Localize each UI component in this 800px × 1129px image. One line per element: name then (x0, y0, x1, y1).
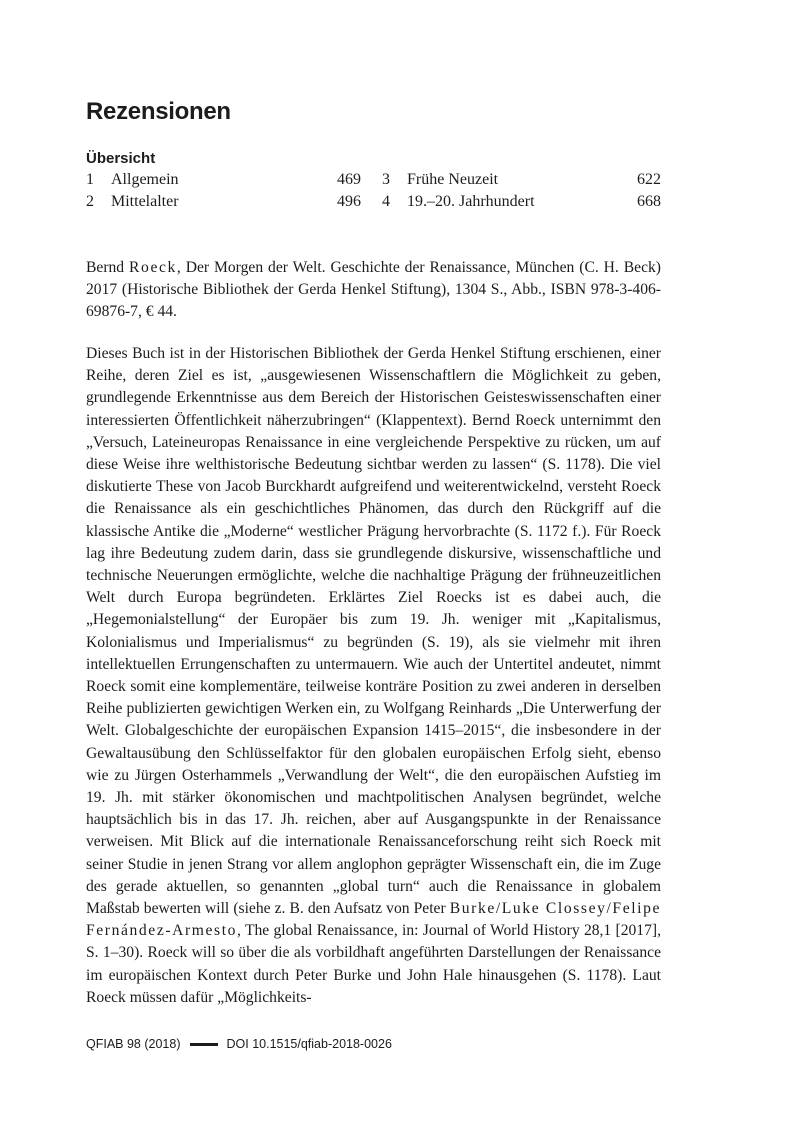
overview-title: Übersicht (86, 150, 156, 167)
overview-row (86, 193, 661, 215)
footer-rule (190, 1043, 218, 1046)
footer-doi: DOI 10.1515/qfiab-2018-0026 (226, 1037, 392, 1051)
footer-journal: QFIAB 98 (2018) (86, 1037, 181, 1051)
review-body-part2: , The global Renaissance, in: Journal of World History 28,1 [2017], S. 1–30). Roeck will so über die als vorbildhaft angeführten Darstellungen der Renaissance im europäischen Kontext durch Peter Burke und John Hale hinausgehen (S. 1178). Laut Roeck müssen dafür „Möglichkeits- (86, 922, 661, 1006)
overview-entry-number: 2 (86, 193, 94, 210)
overview-entry-page: 668 (637, 193, 661, 210)
overview-entry-label: 19.–20. Jahrhundert (407, 193, 535, 210)
overview-table (86, 171, 661, 215)
page-footer (86, 1037, 392, 1051)
review-citation-details: , Der Morgen der Welt. Geschichte der Renaissance, München (C. H. Beck) 2017 (Historische Bibliothek der Gerda Henkel Stiftung), 1304 S., Abb., ISBN 978-3-406-69876-7, € 44. (86, 259, 661, 321)
overview-entry (86, 171, 361, 193)
overview-entry-number: 3 (382, 171, 390, 188)
overview-entry-label: Allgemein (111, 171, 179, 188)
overview-entry (382, 171, 661, 193)
review-author-first: Bernd (86, 259, 130, 276)
overview-entry-label: Mittelalter (111, 193, 179, 210)
overview-entry-page: 622 (637, 171, 661, 188)
review-author-last: Roeck (129, 259, 177, 276)
overview-entry (86, 193, 361, 215)
overview-entry-label: Frühe Neuzeit (407, 171, 499, 188)
section-title: Rezensionen (86, 98, 231, 125)
review-cited-authors: Burke/Luke Clossey/Felipe Fernández-Armesto (86, 900, 661, 940)
overview-row (86, 171, 661, 193)
review-body (86, 343, 661, 1009)
overview-entry-number: 4 (382, 193, 390, 210)
overview-entry (382, 193, 661, 215)
overview-entry-number: 1 (86, 171, 94, 188)
overview-entry-page: 469 (337, 171, 361, 188)
overview-entry-page: 496 (337, 193, 361, 210)
review-citation (86, 257, 661, 324)
review-body-part1: Dieses Buch ist in der Historischen Bibliothek der Gerda Henkel Stiftung erschienen, einer Reihe, deren Ziel es ist, „ausgewiesenen Wissenschaftlern die Möglichkeit zu geben, grundlegende Erkenntnisse aus dem Bereich der Historischen Geisteswissenschaften einer interessierten Öffentlichkeit näherzubringen“ (Klappentext). Bernd Roeck unternimmt den „Versuch, Lateineuropas Renaissance in eine vergleichende Perspektive zu rücken, um auf diese Weise ihre welthistorische Bedeutung sichtbar werden zu lassen“ (S. 1178). Die viel diskutierte These von Jacob Burckhardt aufgreifend und weiterentwickelnd, versteht Roeck die Renaissance als ein geschichtliches Phänomen, das durch den Rückgriff auf die klassische Antike die „Moderne“ westlicher Prägung hervorbrachte (S. 1172 f.). Für Roeck lag ihre Bedeutung zudem darin, dass sie grundlegende diskursive, wissenschaftliche und technische Neuerungen ermöglichte, welche die nachhaltige Prägung der frühneuzeitlichen Welt durch Europa begründeten. Erklärtes Ziel Roecks ist es dabei auch, die „Hegemonialstellung“ der Europäer bis zum 19. Jh. weniger mit „Kapitalismus, Kolonialismus und Imperialismus“ zu begründen (S. 19), als sie vielmehr mit ihren intellektuellen Errungenschaften zu untermauern. Wie auch der Untertitel andeutet, nimmt Roeck somit eine komplementäre, teilweise konträre Position zu zwei anderen in derselben Reihe publizierten gewichtigen Werken ein, zu Wolfgang Reinhards „Die Unterwerfung der Welt. Globalgeschichte der europäischen Expansion 1415–2015“, die insbesondere in der Gewaltausübung den Schlüsselfaktor für den globalen europäischen Erfolg sieht, ebenso wie zu Jürgen Osterhammels „Verwandlung der Welt“, die den europäischen Aufstieg im 19. Jh. mit stärker ökonomischen und machtpolitischen Analysen begründet, welche hauptsächlich bis in das 17. Jh. reichen, aber auf Ausgangspunkte in der Renaissance verweisen. Mit Blick auf die internationale Renaissanceforschung reiht sich Roeck mit seiner Studie in jenen Strang vor allem anglophon geprägter Wissenschaft ein, die im Zuge des gerade aktuellen, so genannten „global turn“ auch die Renaissance in globalem Maßstab bewerten will (siehe z. B. den Aufsatz von Peter (86, 345, 661, 918)
